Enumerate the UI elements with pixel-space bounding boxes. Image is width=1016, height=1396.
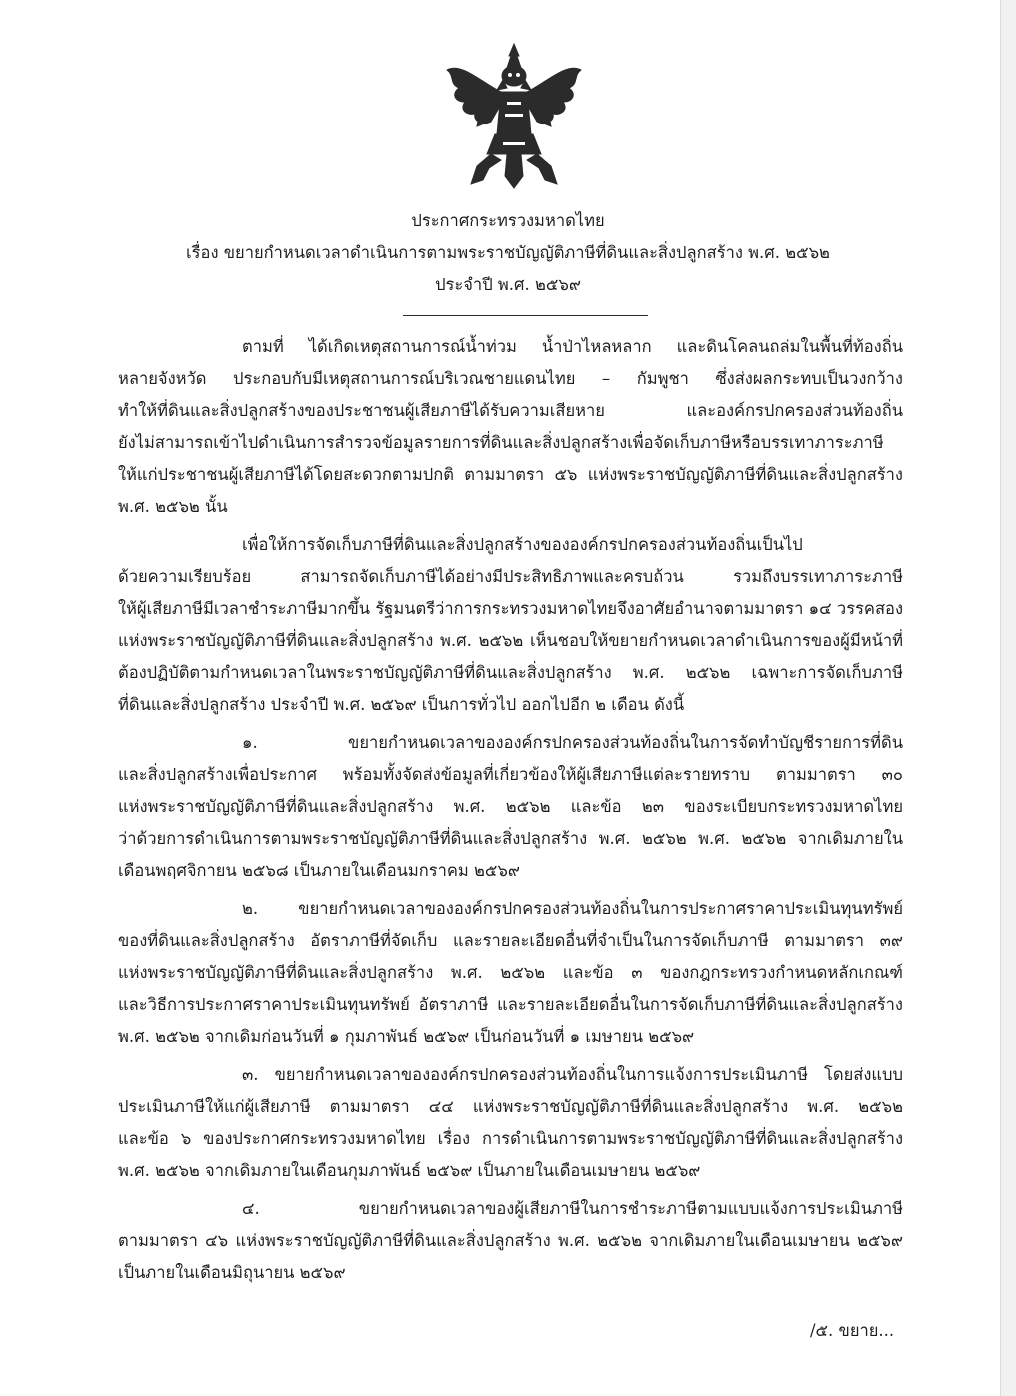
paragraph-line: ให้ผู้เสียภาษีมีเวลาชำระภาษีมากขึ้น รัฐมนตรีว่าการกระทรวงมหาดไทยจึงอาศัยอำนาจตามมาตรา ๑๔ วรรคสอง bbox=[118, 599, 903, 618]
paragraph-line: ต้องปฏิบัติตามกำหนดเวลาในพระราชบัญญัติภาษีที่ดินและสิ่งปลูกสร้าง พ.ศ. ๒๕๖๒ เฉพาะการจัดเก็บภาษี bbox=[118, 663, 903, 682]
paragraph-line: และสิ่งปลูกสร้างเพื่อประกาศ พร้อมทั้งจัดส่งข้อมูลที่เกี่ยวข้องให้ผู้เสียภาษีแต่ละรายทราบ ตามมาตรา ๓๐ bbox=[118, 765, 903, 784]
page-continuation: /๕. ขยาย... bbox=[810, 1321, 895, 1340]
paragraph-line: ตามมาตรา ๔๖ แห่งพระราชบัญญัติภาษีที่ดินและสิ่งปลูกสร้าง พ.ศ. ๒๕๖๒ จากเดิมภายในเดือนเมษายน ๒๕๖๙ bbox=[118, 1231, 903, 1250]
paragraph-line: พ.ศ. ๒๕๖๒ จากเดิมก่อนวันที่ ๑ กุมภาพันธ์ ๒๕๖๙ เป็นก่อนวันที่ ๑ เมษายน ๒๕๖๙ bbox=[118, 1027, 695, 1046]
paragraph-line: แห่งพระราชบัญญัติภาษีที่ดินและสิ่งปลูกสร้าง พ.ศ. ๒๕๖๒ เห็นชอบให้ขยายกำหนดเวลาดำเนินการของผู้มีหน้าที่ bbox=[118, 631, 903, 650]
paragraph-line: เพื่อให้การจัดเก็บภาษีที่ดินและสิ่งปลูกสร้างขององค์กรปกครองส่วนท้องถิ่นเป็นไป bbox=[242, 535, 803, 554]
paragraph-line: และวิธีการประกาศราคาประเมินทุนทรัพย์ อัตราภาษี และรายละเอียดอื่นในการจัดเก็บภาษีที่ดินและสิ่งปลูกสร้าง bbox=[118, 995, 903, 1014]
paragraph-line: เป็นภายในเดือนมิถุนายน ๒๕๖๙ bbox=[118, 1263, 346, 1282]
paragraph-line: พ.ศ. ๒๕๖๒ จากเดิมภายในเดือนกุมภาพันธ์ ๒๕๖๙ เป็นภายในเดือนเมษายน ๒๕๖๙ bbox=[118, 1161, 701, 1180]
paragraph-line: แห่งพระราชบัญญัติภาษีที่ดินและสิ่งปลูกสร้าง พ.ศ. ๒๕๖๒ และข้อ ๒๓ ของระเบียบกระทรวงมหาดไทย bbox=[118, 797, 903, 816]
paragraph-line: ของที่ดินและสิ่งปลูกสร้าง อัตราภาษีที่จัดเก็บ และรายละเอียดอื่นที่จำเป็นในการจัดเก็บภาษี ตามมาตรา ๓๙ bbox=[118, 931, 903, 950]
garuda-emblem-icon bbox=[441, 42, 587, 192]
paragraph-line: ด้วยความเรียบร้อย สามารถจัดเก็บภาษีได้อย่างมีประสิทธิภาพและครบถ้วน รวมถึงบรรเทาภาระภาษี bbox=[118, 567, 903, 586]
paragraph-line: ทำให้ที่ดินและสิ่งปลูกสร้างของประชาชนผู้เสียภาษีได้รับความเสียหาย และองค์กรปกครองส่วนท้องถิ่น bbox=[118, 401, 903, 420]
document-title: ประกาศกระทรวงมหาดไทย bbox=[411, 211, 605, 230]
paragraph-line: หลายจังหวัด ประกอบกับมีเหตุสถานการณ์บริเวณชายแดนไทย – กัมพูชา ซึ่งส่งผลกระทบเป็นวงกว้าง bbox=[118, 369, 903, 388]
paragraph-line: แห่งพระราชบัญญัติภาษีที่ดินและสิ่งปลูกสร้าง พ.ศ. ๒๕๖๒ และข้อ ๓ ของกฎกระทรวงกำหนดหลักเกณฑ์ bbox=[118, 963, 903, 982]
document-year: ประจำปี พ.ศ. ๒๕๖๙ bbox=[435, 275, 581, 294]
paragraph-line: ประเมินภาษีให้แก่ผู้เสียภาษี ตามมาตรา ๔๔ แห่งพระราชบัญญัติภาษีที่ดินและสิ่งปลูกสร้าง พ.ศ. ๒๕๖๒ bbox=[118, 1097, 903, 1116]
paragraph-line: ๒. ขยายกำหนดเวลาขององค์กรปกครองส่วนท้องถิ่นในการประกาศราคาประเมินทุนทรัพย์ bbox=[242, 899, 903, 918]
paragraph-line: ยังไม่สามารถเข้าไปดำเนินการสำรวจข้อมูลรายการที่ดินและสิ่งปลูกสร้างเพื่อจัดเก็บภาษีหรือบรรเทาภาระภาษี bbox=[118, 433, 884, 452]
paragraph-line: เดือนพฤศจิกายน ๒๕๖๘ เป็นภายในเดือนมกราคม ๒๕๖๙ bbox=[118, 861, 520, 880]
paragraph-line: ว่าด้วยการดำเนินการตามพระราชบัญญัติภาษีที่ดินและสิ่งปลูกสร้าง พ.ศ. ๒๕๖๒ พ.ศ. ๒๕๖๒ จากเดิมภายใน bbox=[118, 829, 903, 848]
header-divider bbox=[403, 315, 648, 316]
paragraph-line: ๔. ขยายกำหนดเวลาของผู้เสียภาษีในการชำระภาษีตามแบบแจ้งการประเมินภาษี bbox=[242, 1199, 903, 1218]
paragraph-line: ตามที่ ได้เกิดเหตุสถานการณ์น้ำท่วม น้ำป่าไหลหลาก และดินโคลนถล่มในพื้นที่ท้องถิ่น bbox=[242, 337, 903, 356]
paragraph-line: ๑. ขยายกำหนดเวลาขององค์กรปกครองส่วนท้องถิ่นในการจัดทำบัญชีรายการที่ดิน bbox=[242, 733, 903, 752]
paragraph-line: ที่ดินและสิ่งปลูกสร้าง ประจำปี พ.ศ. ๒๕๖๙ เป็นการทั่วไป ออกไปอีก ๒ เดือน ดังนี้ bbox=[118, 695, 685, 714]
paragraph-line: พ.ศ. ๒๕๖๒ นั้น bbox=[118, 497, 228, 516]
paragraph-line: ให้แก่ประชาชนผู้เสียภาษีได้โดยสะดวกตามปกติ ตามมาตรา ๕๖ แห่งพระราชบัญญัติภาษีที่ดินและสิ่งปลูกสร้าง bbox=[118, 465, 903, 484]
paragraph-line: ๓. ขยายกำหนดเวลาขององค์กรปกครองส่วนท้องถิ่นในการแจ้งการประเมินภาษี โดยส่งแบบ bbox=[242, 1065, 903, 1084]
document-subject: เรื่อง ขยายกำหนดเวลาดำเนินการตามพระราชบัญญัติภาษีที่ดินและสิ่งปลูกสร้าง พ.ศ. ๒๕๖๒ bbox=[186, 243, 830, 262]
paragraph-line: และข้อ ๖ ของประกาศกระทรวงมหาดไทย เรื่อง การดำเนินการตามพระราชบัญญัติภาษีที่ดินและสิ่งปลูกสร้าง bbox=[118, 1129, 903, 1148]
